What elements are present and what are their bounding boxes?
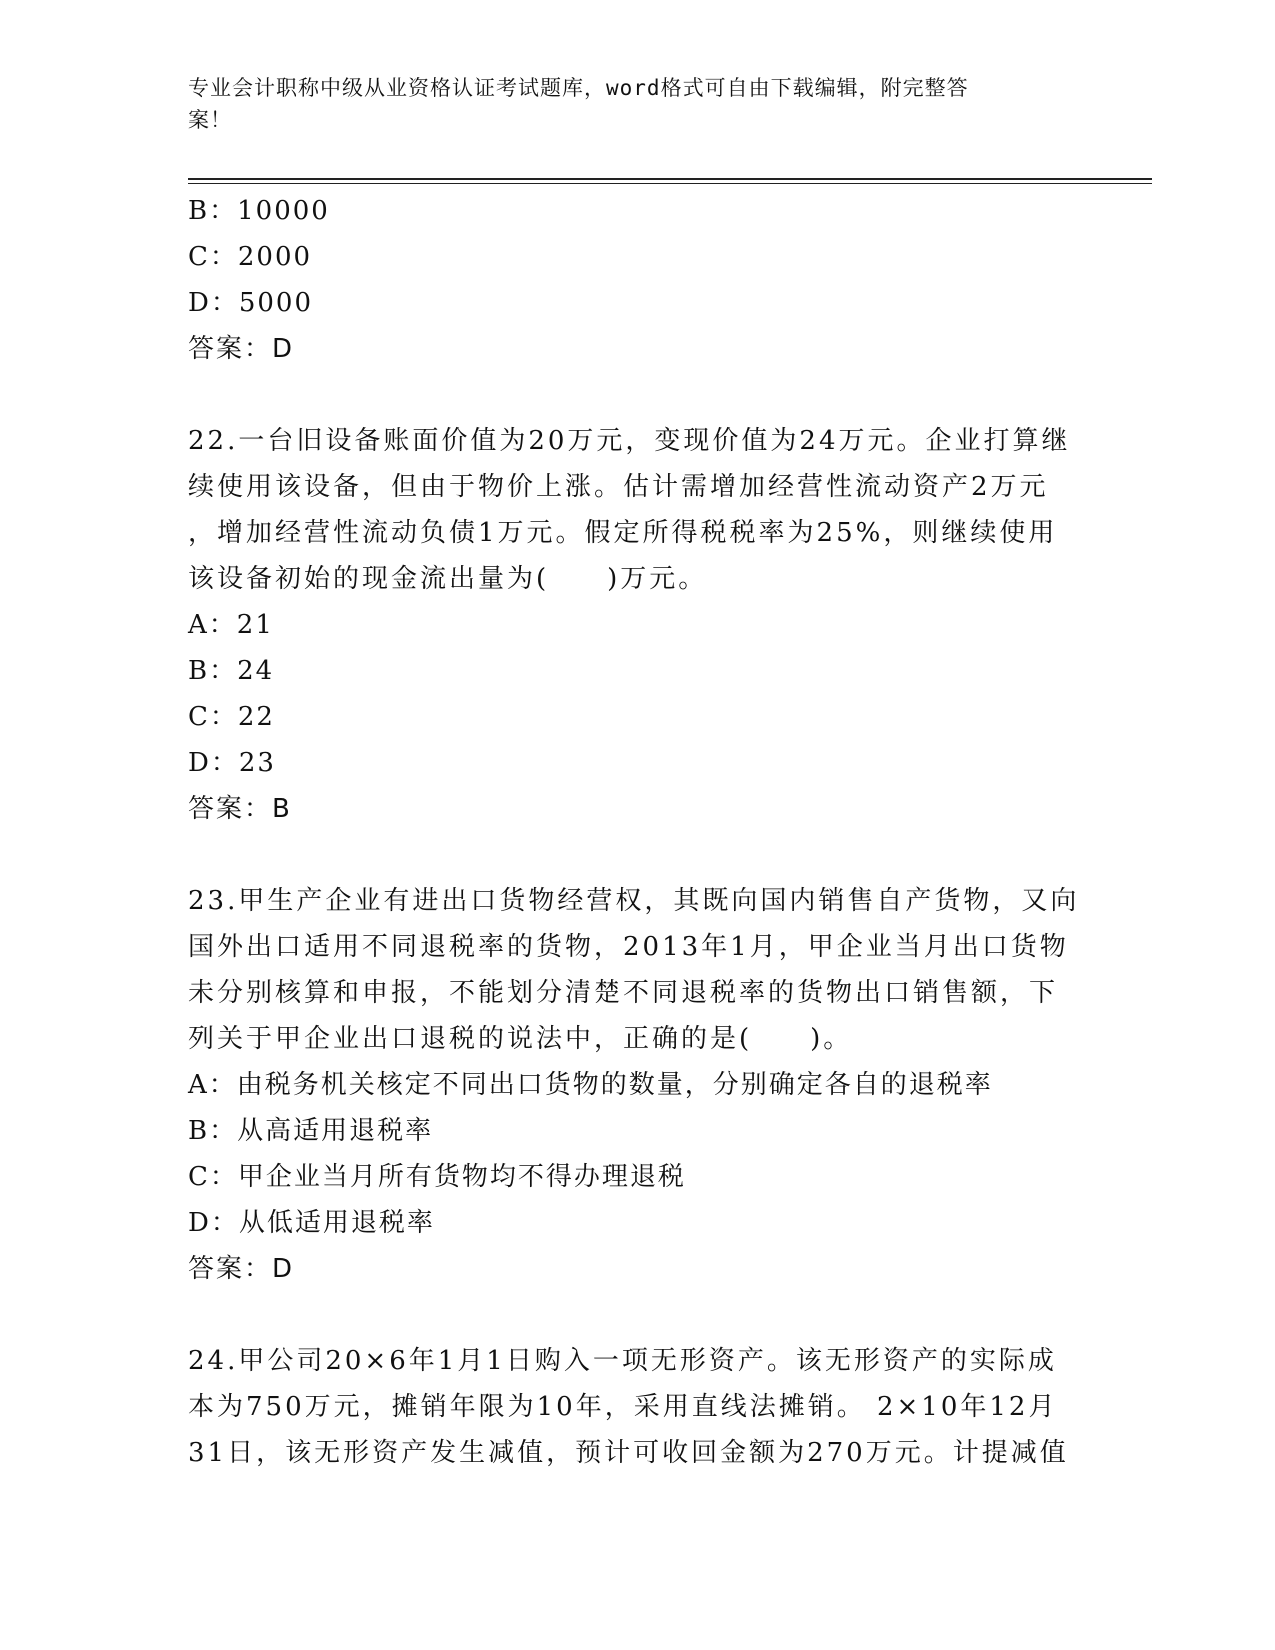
header-note	[188, 72, 1068, 136]
question-text-line: ，增加经营性流动负债1万元。假定所得税税率为25%，则继续使用	[188, 518, 1058, 548]
question-text-line: 22.一台旧设备账面价值为20万元，变现价值为24万元。企业打算继	[188, 426, 1071, 456]
question-content	[188, 188, 1088, 1476]
option-c: C：2000	[188, 242, 313, 272]
option-b: B：从高适用退税率	[188, 1116, 434, 1146]
header-rule-thin	[188, 183, 1152, 184]
option-a: A：21	[188, 610, 274, 640]
option-d: D：5000	[188, 288, 314, 318]
spacer	[188, 1292, 1088, 1338]
header-line-1: 专业会计职称中级从业资格认证考试题库，word格式可自由下载编辑，附完整答	[188, 76, 969, 100]
option-c: C：22	[188, 702, 275, 732]
option-d: D：23	[188, 748, 276, 778]
option-c: C：甲企业当月所有货物均不得办理退税	[188, 1162, 686, 1192]
spacer	[188, 372, 1088, 418]
answer-line: 答案：B	[188, 794, 292, 824]
option-b: B：24	[188, 656, 275, 686]
question-22	[188, 418, 1088, 832]
question-text-line: 续使用该设备，但由于物价上涨。估计需增加经营性流动资产2万元	[188, 472, 1049, 502]
option-b: B：10000	[188, 196, 330, 226]
spacer	[188, 832, 1088, 878]
answer-line: 答案：D	[188, 334, 295, 364]
question-text-line: 未分别核算和申报，不能划分清楚不同退税率的货物出口销售额，下	[188, 978, 1059, 1008]
question-text-line: 列关于甲企业出口退税的说法中，正确的是( )。	[188, 1024, 853, 1054]
question-23	[188, 878, 1088, 1292]
option-a: A：由税务机关核定不同出口货物的数量，分别确定各自的退税率	[188, 1070, 993, 1100]
question-text-line: 23.甲生产企业有进出口货物经营权，其既向国内销售自产货物，又向	[188, 886, 1080, 916]
header-rule-thick	[188, 178, 1152, 180]
option-d: D：从低适用退税率	[188, 1208, 435, 1238]
header-line-2: 案！	[188, 108, 232, 132]
question-24	[188, 1338, 1088, 1476]
answer-line: 答案：D	[188, 1254, 295, 1284]
question-21-tail	[188, 188, 1088, 372]
question-text-line: 本为750万元，摊销年限为10年，采用直线法摊销。 2×10年12月	[188, 1392, 1058, 1422]
question-text-line: 24.甲公司20×6年1月1日购入一项无形资产。该无形资产的实际成	[188, 1346, 1057, 1376]
question-text-line: 国外出口适用不同退税率的货物，2013年1月，甲企业当月出口货物	[188, 932, 1069, 962]
question-text-line: 31日，该无形资产发生减值，预计可收回金额为270万元。计提减值	[188, 1438, 1069, 1468]
question-text-line: 该设备初始的现金流出量为( )万元。	[188, 564, 708, 594]
